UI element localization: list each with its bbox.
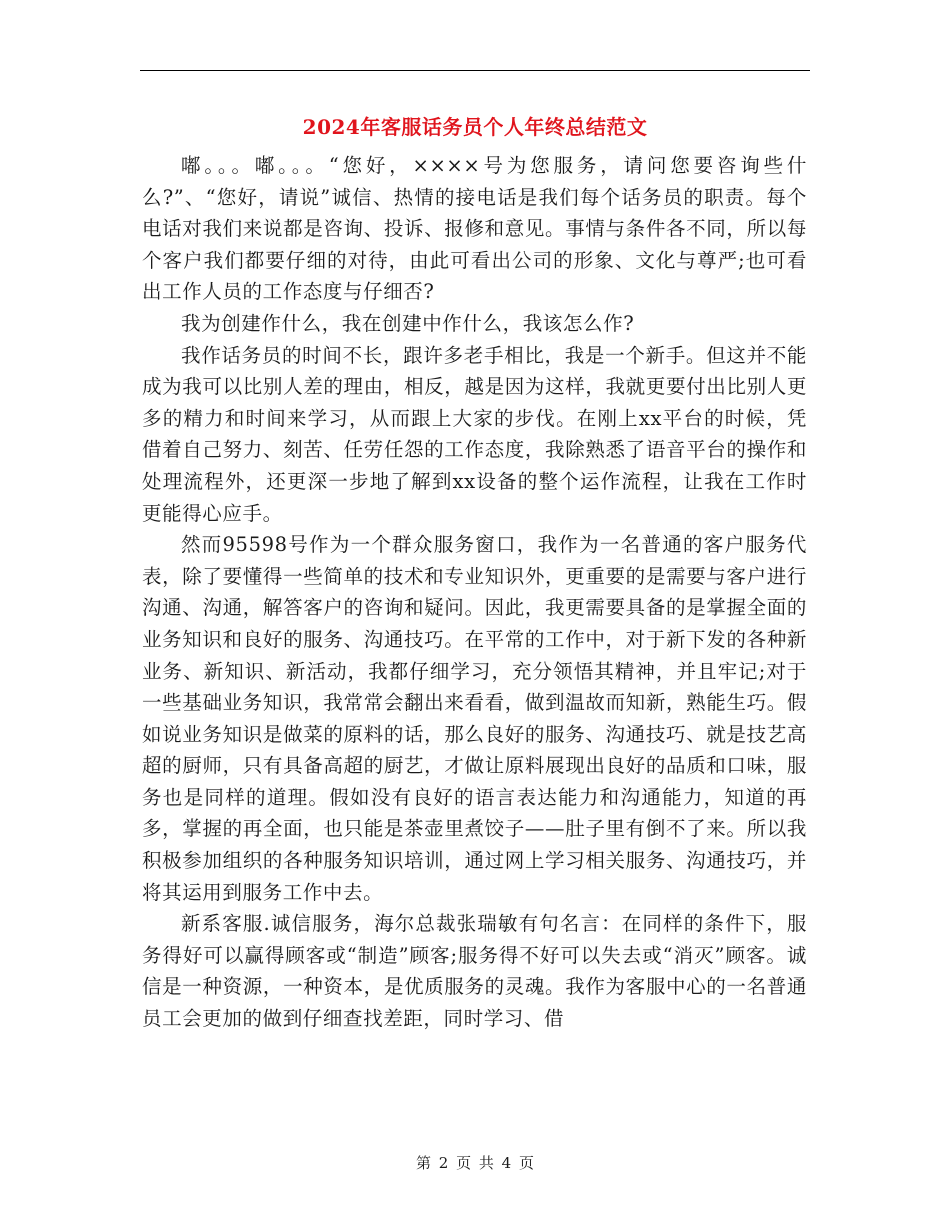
paragraph: 我为创建作什么，我在创建中作什么，我该怎么作? <box>181 311 635 335</box>
paragraph: 我作话务员的时间不长，跟许多老手相比，我是一个新手。但这并不能成为我可以比别人差的理由，相反，越是因为这样，我就更要付出比别人更多的精力和时间来学习，从而跟上大家的步伐。在刚上xx平台的时候，凭借着自己努力、刻苦、任劳任怨的工作态度，我除熟悉了语音平台的操作和处理流程外，还更深一步地了解到xx设备的整个运作流程，让我在工作时更能得心应手。 <box>142 343 807 525</box>
page-number-footer: 第 2 页 共 4 页 <box>416 1154 534 1172</box>
paragraph: 嘟。。。嘟。。。“您好，××××号为您服务，请问您要咨询些什么?”、“您好，请说”诚信、热情的接电话是我们每个话务员的职责。每个电话对我们来说都是咨询、投诉、报修和意见。事情与条件各不同，所以每个客户我们都要仔细的对待，由此可看出公司的形象、文化与尊严;也可看出工作人员的工作态度与仔细否? <box>142 154 807 304</box>
paragraph: 新系客服.诚信服务，海尔总裁张瑞敏有句名言：在同样的条件下，服务得好可以赢得顾客或“制造”顾客;服务得不好可以失去或“消灭”顾客。诚信是一种资源，一种资本，是优质服务的灵魂。我作为客服中心的一名普通员工会更加的做到仔细查找差距，同时学习、借 <box>142 912 807 1031</box>
document-title: 2024年客服话务员个人年终总结范文 <box>302 115 648 139</box>
document-body <box>142 150 807 1035</box>
paragraph: 然而95598号作为一个群众服务窗口，我作为一名普通的客户服务代表，除了要懂得一些简单的技术和专业知识外，更重要的是需要与客户进行沟通、沟通，解答客户的咨询和疑问。因此，我更需要具备的是掌握全面的业务知识和良好的服务、沟通技巧。在平常的工作中，对于新下发的各种新业务、新知识、新活动，我都仔细学习，充分领悟其精神，并且牢记;对于一些基础业务知识，我常常会翻出来看看，做到温故而知新，熟能生巧。假如说业务知识是做菜的原料的话，那么良好的服务、沟通技巧、就是技艺高超的厨师，只有具备高超的厨艺，才做让原料展现出良好的品质和口味，服务也是同样的道理。假如没有良好的语言表达能力和沟通能力，知道的再多，掌握的再全面，也只能是茶壶里煮饺子——肚子里有倒不了来。所以我积极参加组织的各种服务知识培训，通过网上学习相关服务、沟通技巧，并将其运用到服务工作中去。 <box>142 533 807 904</box>
header-rule <box>140 70 810 71</box>
